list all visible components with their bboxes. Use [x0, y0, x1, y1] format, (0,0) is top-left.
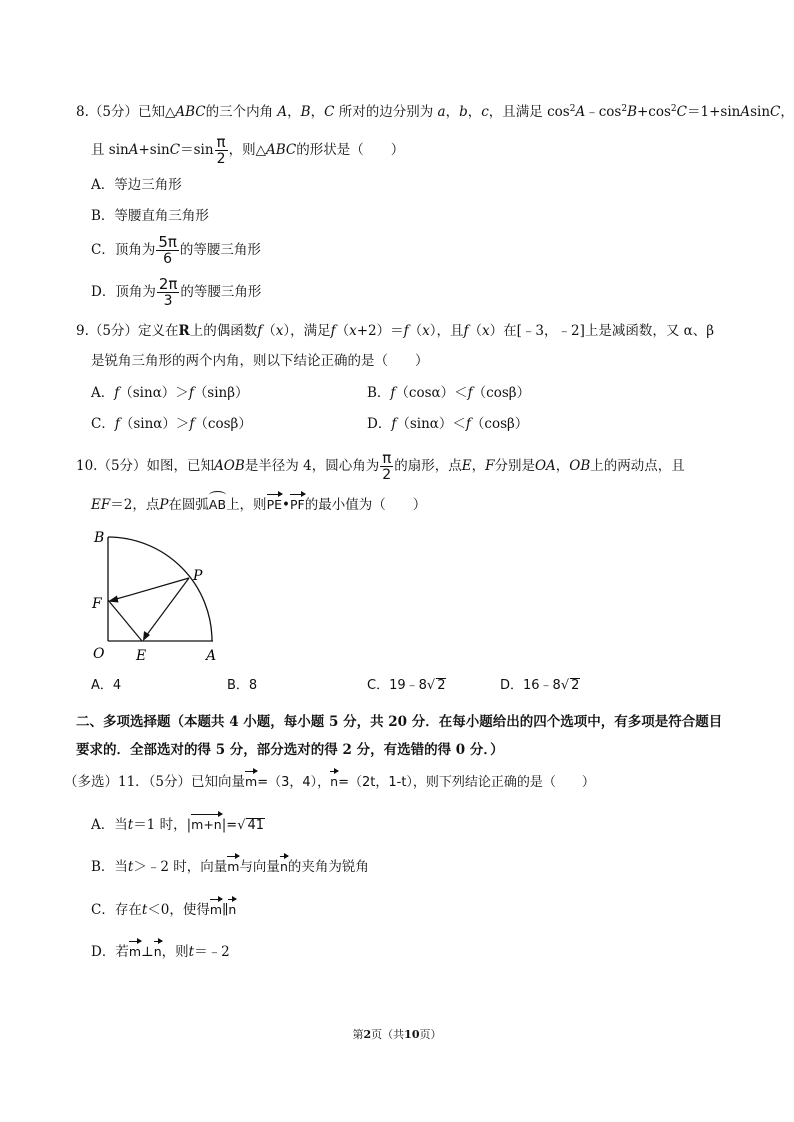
radicand: 41	[247, 818, 265, 833]
q8-text: 8.（5分）已知△	[76, 104, 176, 120]
q8-text: cos	[648, 104, 671, 120]
opt-text: （sinβ）	[193, 385, 249, 401]
section2-heading-line1: 二、多项选择题（本题共 4 小题，每小题 5 分，共 20 分．在每小题给出的四个选项中，有多项是符合题目	[76, 714, 723, 730]
q8-var: C	[676, 104, 687, 120]
q11-option-a: A．当t＝1 时，|m+n|=√ 41	[91, 817, 265, 833]
opt-text: B．当	[91, 859, 128, 875]
opt-text: A．	[91, 385, 115, 401]
q9-option-b	[367, 384, 530, 402]
q10-option-b: B．8	[227, 678, 258, 693]
opt-text: A．当	[91, 817, 128, 833]
segment-pf	[113, 578, 189, 600]
opt-text: （sinα）＜	[396, 416, 466, 432]
q8-var: A	[277, 104, 288, 120]
q9-var: x	[422, 323, 430, 339]
q10-text: ，	[555, 458, 570, 474]
q9-var: f	[403, 323, 409, 339]
opt-text: ＝﹣2	[194, 944, 230, 960]
q9-var: f	[114, 416, 120, 432]
sector-figure	[86, 528, 226, 666]
frac-den: 6	[163, 251, 173, 267]
q10-var: OA	[534, 458, 556, 474]
q10-text: ，	[471, 458, 486, 474]
q9-var: f	[467, 385, 473, 401]
q11-var: t	[127, 859, 134, 875]
parallel-symbol: ∥	[222, 902, 229, 918]
q8-var: a	[437, 104, 446, 120]
vector-m: m	[227, 859, 240, 874]
q9-var: f	[114, 385, 120, 401]
q8-text: 且 sin	[91, 142, 129, 158]
label-f: F	[92, 596, 102, 612]
q8-text: 所对的边分别为	[338, 104, 434, 120]
footer-text: 第	[352, 1028, 364, 1041]
label-e: E	[136, 648, 147, 664]
opt-text: 的夹角为锐角	[287, 859, 369, 875]
vector-pe: PE	[266, 497, 282, 512]
frac-den: 2	[382, 467, 392, 483]
q10-var: P	[159, 497, 169, 513]
q9-var: f	[257, 323, 263, 339]
q8-text: ，且满足	[488, 104, 543, 120]
opt-text: C．顶角为	[91, 242, 156, 258]
q8-text: ，	[780, 104, 794, 120]
q9-var: R	[178, 323, 190, 339]
q8-line1	[76, 103, 794, 121]
vector-m: m	[128, 944, 142, 959]
q8-sup: 2	[621, 104, 628, 114]
q11-option-c	[91, 901, 236, 919]
q8-text: +	[636, 104, 649, 120]
arc-ab: AB	[209, 494, 226, 514]
radicand: 2	[571, 678, 580, 693]
q10-var: E	[461, 458, 472, 474]
page-footer	[0, 1026, 794, 1042]
q10-text: 的扇形，点	[394, 458, 462, 474]
q8-text: ，	[467, 104, 482, 120]
q8-var: B	[300, 104, 311, 120]
q9-line1	[76, 322, 714, 340]
q8-var: b	[459, 104, 468, 120]
segment-pe	[146, 578, 189, 636]
q9-var: f	[330, 323, 336, 339]
q8-text: cos	[598, 104, 622, 120]
q11-text: =（3，4），	[257, 775, 331, 790]
q10-option-c: C．19﹣8√ 2	[367, 678, 446, 693]
q8-text: sin	[750, 104, 771, 120]
opt-text: =	[226, 818, 238, 833]
q9-line2: 是锐角三角形的两个内角，则以下结论正确的是（ ）	[91, 353, 429, 369]
q11-var: t	[127, 817, 134, 833]
perp-symbol: ⊥	[141, 944, 154, 960]
q9-var: f	[465, 416, 471, 432]
opt-text: D．若	[91, 944, 129, 960]
q10-var: OB	[569, 458, 591, 474]
opt-text: （cosα）＜	[395, 385, 468, 401]
q8-text: +	[138, 142, 150, 158]
q11-text: （多选）11．（5分）已知向量	[64, 774, 246, 790]
q9-var: x	[349, 323, 357, 339]
vector-n: n	[330, 774, 339, 789]
q8-text: ，则△	[228, 142, 266, 158]
q8-text: ，	[287, 104, 301, 120]
opt-text: C．存在	[91, 902, 142, 918]
q9-text: 上的偶函数	[189, 323, 258, 339]
q10-line1	[76, 450, 685, 483]
page-number: 2	[363, 1028, 372, 1041]
opt-text: ＞﹣2 时，向量	[133, 859, 228, 875]
q8-sup: 2	[569, 104, 576, 114]
q8-text: cos	[547, 104, 570, 120]
q8-var: A	[575, 104, 586, 120]
q8-option-c	[91, 234, 261, 267]
q9-text: ）在[﹣3，﹣2]上是减函数，又 α、β	[489, 323, 715, 339]
q9-text: （	[408, 323, 423, 339]
q10-var: F	[485, 458, 495, 474]
q9-text: ），且	[429, 323, 464, 339]
q8-text: sin	[149, 142, 170, 158]
q10-option-a: A．4	[91, 678, 122, 693]
label-p: P	[193, 568, 203, 584]
q11-option-d	[91, 943, 230, 961]
opt-text: D．	[367, 416, 392, 432]
vector-n: n	[228, 902, 237, 917]
opt-text: （cosβ）	[472, 385, 531, 401]
q8-var: ABC	[265, 142, 297, 158]
q9-var: x	[275, 323, 284, 339]
opt-text: B．	[367, 385, 391, 401]
opt-text: D．16﹣8	[500, 678, 561, 693]
q8-var: A	[740, 104, 751, 120]
q11-var: t	[141, 902, 148, 918]
q9-text: +2）＝	[356, 323, 404, 339]
q9-var: f	[463, 323, 469, 339]
frac-den: 2	[216, 151, 226, 167]
segment-fe	[108, 600, 142, 641]
q11-var: t	[188, 944, 195, 960]
frac-num: π	[382, 449, 392, 467]
q8-c-fraction	[156, 234, 179, 267]
label-o: O	[93, 646, 105, 662]
q10-var: EF	[91, 497, 111, 513]
vector-m: m	[245, 774, 258, 789]
footer-text: 页）	[419, 1028, 442, 1041]
q9-text: 9.（5分）定义在	[76, 323, 179, 339]
q10-text: 分别是	[494, 458, 535, 474]
opt-text: D．顶角为	[91, 284, 156, 300]
vector-m-plus-n: m+n	[191, 817, 222, 832]
q10-text: 10.（5分）如图，已知	[76, 458, 215, 474]
opt-text: 的等腰三角形	[180, 284, 262, 300]
q8-var: C	[169, 142, 181, 158]
opt-text: 的等腰三角形	[179, 242, 261, 258]
q8-var: ABC	[175, 104, 206, 120]
q9-option-c	[91, 415, 252, 433]
q9-var: f	[390, 385, 396, 401]
vector-n: n	[279, 859, 288, 874]
q11-line1	[64, 773, 595, 792]
opt-text: （cosβ）	[470, 416, 529, 432]
vector-n: n	[153, 944, 162, 959]
opt-text: ＝1 时，	[133, 817, 187, 833]
q8-text: ＝sin	[180, 142, 214, 158]
q10-text: 是半径为 4，圆心角为	[244, 458, 380, 474]
q8-option-d	[91, 276, 261, 309]
abs-bar: |	[221, 817, 227, 833]
q9-text: （	[262, 323, 276, 339]
q9-text: ），满足	[283, 323, 331, 339]
opt-text: （cosβ）	[194, 416, 252, 432]
q10-option-d: D．16﹣8√ 2	[500, 678, 580, 693]
opt-text: 与向量	[239, 859, 280, 875]
q10-text: •	[282, 497, 290, 513]
q8-var: A	[128, 142, 139, 158]
q10-var: AOB	[214, 458, 245, 474]
q9-option-a	[91, 384, 249, 402]
q9-var: f	[188, 385, 194, 401]
q9-var: f	[391, 416, 397, 432]
section2-heading-line2: 要求的．全部选对的得 5 分，部分选对的得 2 分，有选错的得 0 分．）	[76, 742, 504, 758]
opt-text: （sinα）＞	[119, 416, 190, 432]
frac-den: 3	[163, 293, 173, 309]
q10-text: 上，则	[226, 497, 267, 513]
q11-text: =（2t，1-t），则下列结论正确的是（ ）	[338, 775, 595, 790]
total-pages: 10	[404, 1028, 420, 1041]
opt-text: C．19﹣8	[367, 678, 427, 693]
q10-text: 上的两动点，且	[590, 458, 685, 474]
arrowhead-f	[108, 596, 119, 603]
q8-sup: 2	[670, 104, 677, 114]
abs-bar: |	[186, 817, 192, 833]
q8-option-b: B．等腰直角三角形	[91, 208, 209, 224]
q8-var: C	[324, 104, 335, 120]
q10-text: 的最小值为（ ）	[304, 497, 427, 513]
q9-var: x	[482, 323, 490, 339]
q8-text: ，	[310, 104, 325, 120]
q9-text: （	[335, 323, 350, 339]
frac-num: 5π	[158, 233, 177, 251]
label-a: A	[206, 648, 217, 664]
q10-fraction	[380, 450, 393, 483]
arc-ab-curve	[108, 537, 212, 641]
q8-line2	[91, 134, 404, 167]
q10-text: 在圆弧	[168, 497, 209, 513]
q10-line2	[91, 494, 426, 514]
q11-option-b	[91, 858, 369, 876]
q8-text: 的三个内角	[205, 104, 274, 120]
frac-num: π	[216, 133, 226, 151]
q8-option-a: A．等边三角形	[91, 177, 182, 193]
q8-text: ，	[445, 104, 460, 120]
footer-text: 页（共	[371, 1028, 405, 1041]
q8-d-fraction	[157, 276, 180, 309]
opt-text: ，则	[161, 944, 189, 960]
vector-m: m	[209, 902, 223, 917]
q8-fraction	[215, 134, 228, 167]
q8-var: c	[481, 104, 489, 120]
frac-num: 2π	[158, 275, 178, 293]
radicand: 2	[437, 678, 446, 693]
opt-text: ＜0，使得	[147, 902, 210, 918]
q8-text: 的形状是（ ）	[296, 142, 405, 158]
q8-var: C	[770, 104, 781, 120]
q8-text: ﹣	[585, 104, 599, 120]
opt-text: C．	[91, 416, 115, 432]
q9-var: f	[189, 416, 195, 432]
q9-text: （	[468, 323, 482, 339]
q8-text: ＝1+sin	[687, 104, 741, 120]
q8-var: B	[627, 104, 637, 120]
opt-text: （sinα）＞	[119, 385, 189, 401]
q9-option-d	[367, 415, 528, 433]
vector-pf: PF	[289, 497, 305, 512]
label-b: B	[94, 530, 105, 546]
q10-text: ＝2，点	[110, 497, 160, 513]
